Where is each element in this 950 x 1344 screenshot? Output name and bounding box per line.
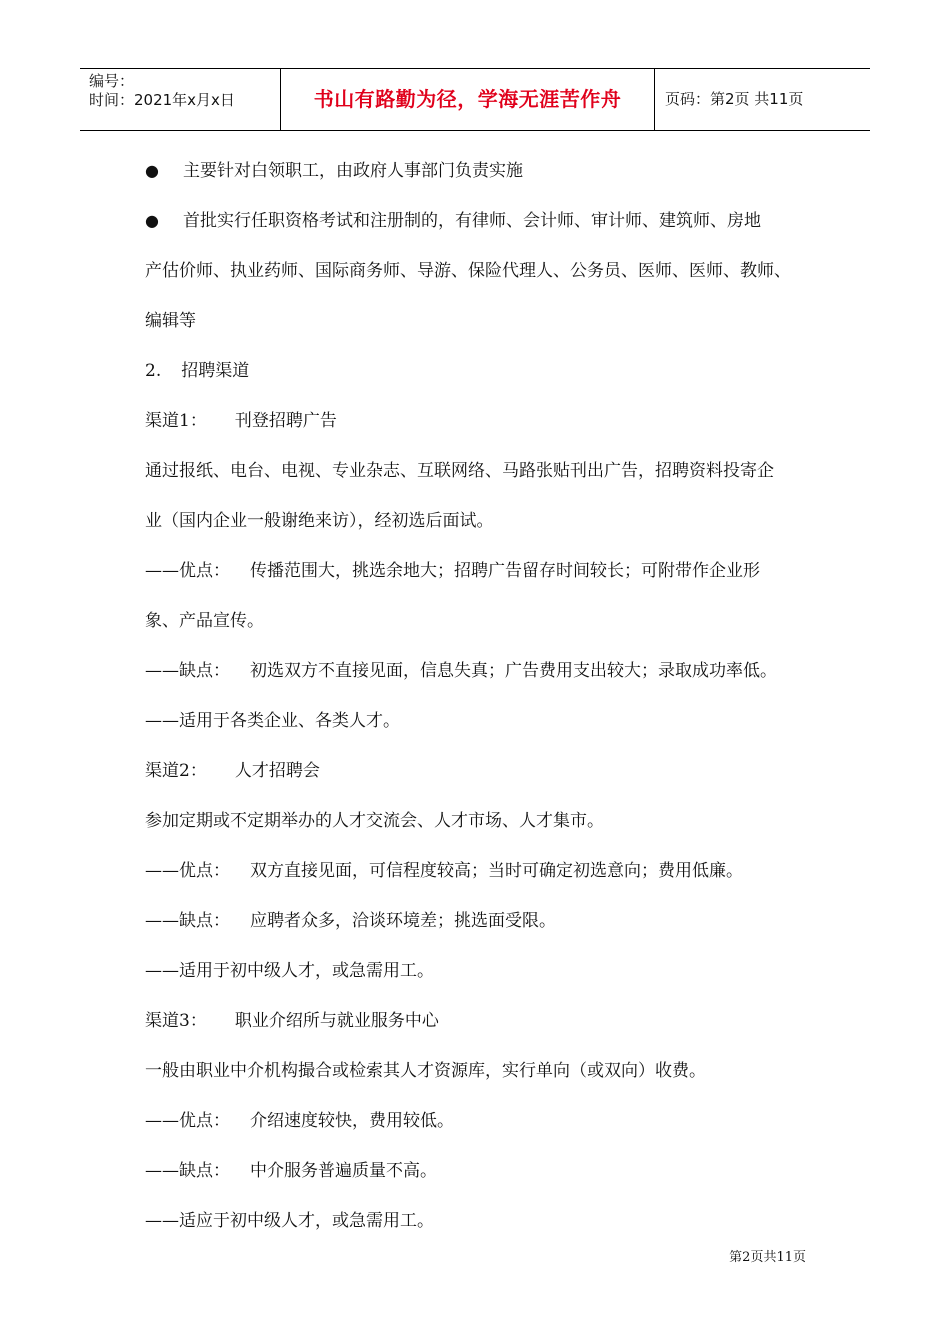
paragraph-line: 象、产品宣传。: [145, 611, 264, 631]
paragraph-line: [145, 346, 815, 396]
line-lead: ——优点：: [145, 561, 230, 581]
line-text: 人才招聘会: [234, 761, 320, 781]
line-lead: 2.: [145, 361, 162, 381]
line-text: 刊登招聘广告: [234, 411, 337, 431]
paragraph-line: [145, 396, 815, 446]
paragraph-line: [145, 1146, 815, 1196]
paragraph-line: 参加定期或不定期举办的人才交流会、人才市场、人才集市。: [145, 811, 604, 831]
paragraph-line: [145, 646, 815, 696]
line-text: 双方直接见面，可信程度较高；当时可确定初选意向；费用低廉。: [250, 861, 743, 881]
bullet-icon: ●: [145, 161, 159, 180]
line-text: 招聘渠道: [181, 361, 250, 381]
line-text: 初选双方不直接见面，信息失真；广告费用支出较大；录取成功率低。: [250, 661, 777, 681]
page-footer: 第2页共11页: [729, 1250, 806, 1265]
bullet-text: 首批实行任职资格考试和注册制的，有律师、会计师、审计师、建筑师、房地: [183, 211, 761, 231]
time-label: 时间：2021年x月x日: [89, 91, 235, 109]
paragraph-line: ——适用于初中级人才，或急需用工。: [145, 961, 434, 981]
line-lead: ——缺点：: [145, 661, 230, 681]
paragraph-line: [145, 996, 815, 1046]
line-text: 传播范围大，挑选余地大；招聘广告留存时间较长；可附带作企业形: [250, 561, 760, 581]
line-lead: ——优点：: [145, 1111, 230, 1131]
paragraph-line: [145, 896, 815, 946]
bullet-text: 主要针对白领职工，由政府人事部门负责实施: [183, 161, 523, 181]
paragraph-line: ——适用于各类企业、各类人才。: [145, 711, 400, 731]
header-meta-cell: [80, 69, 281, 130]
line-lead: 渠道2：: [145, 761, 207, 781]
header-table: [80, 68, 870, 131]
paragraph-line: [145, 146, 815, 196]
header-page-info: 页码：第2页 共11页: [665, 90, 804, 108]
line-lead: ——优点：: [145, 861, 230, 881]
header-motto: 书山有路勤为径，学海无涯苦作舟: [281, 69, 655, 130]
paragraph-line: [145, 746, 815, 796]
paragraph-line: ——适应于初中级人才，或急需用工。: [145, 1211, 434, 1231]
line-text: 应聘者众多，洽谈环境差；挑选面受限。: [250, 911, 556, 931]
line-lead: ——缺点：: [145, 1161, 230, 1181]
line-lead: 渠道1：: [145, 411, 207, 431]
paragraph-line: [145, 1096, 815, 1146]
paragraph-line: 编辑等: [145, 311, 196, 331]
line-text: 介绍速度较快，费用较低。: [250, 1111, 454, 1131]
bullet-icon: ●: [145, 211, 159, 230]
line-text: 中介服务普遍质量不高。: [250, 1161, 437, 1181]
paragraph-line: 一般由职业中介机构撮合或检索其人才资源库，实行单向（或双向）收费。: [145, 1061, 706, 1081]
paragraph-line: 业（国内企业一般谢绝来访），经初选后面试。: [145, 511, 494, 531]
document-body: [145, 146, 815, 1246]
line-text: 职业介绍所与就业服务中心: [234, 1011, 439, 1031]
paragraph-line: [145, 196, 815, 246]
line-lead: ——缺点：: [145, 911, 230, 931]
paragraph-line: [145, 846, 815, 896]
paragraph-line: 产估价师、执业药师、国际商务师、导游、保险代理人、公务员、医师、医师、教师、: [145, 261, 791, 281]
line-lead: 渠道3：: [145, 1011, 207, 1031]
paragraph-line: 通过报纸、电台、电视、专业杂志、互联网络、马路张贴刊出广告，招聘资料投寄企: [145, 461, 774, 481]
paragraph-line: [145, 546, 815, 596]
code-label: 编号：: [89, 72, 135, 90]
